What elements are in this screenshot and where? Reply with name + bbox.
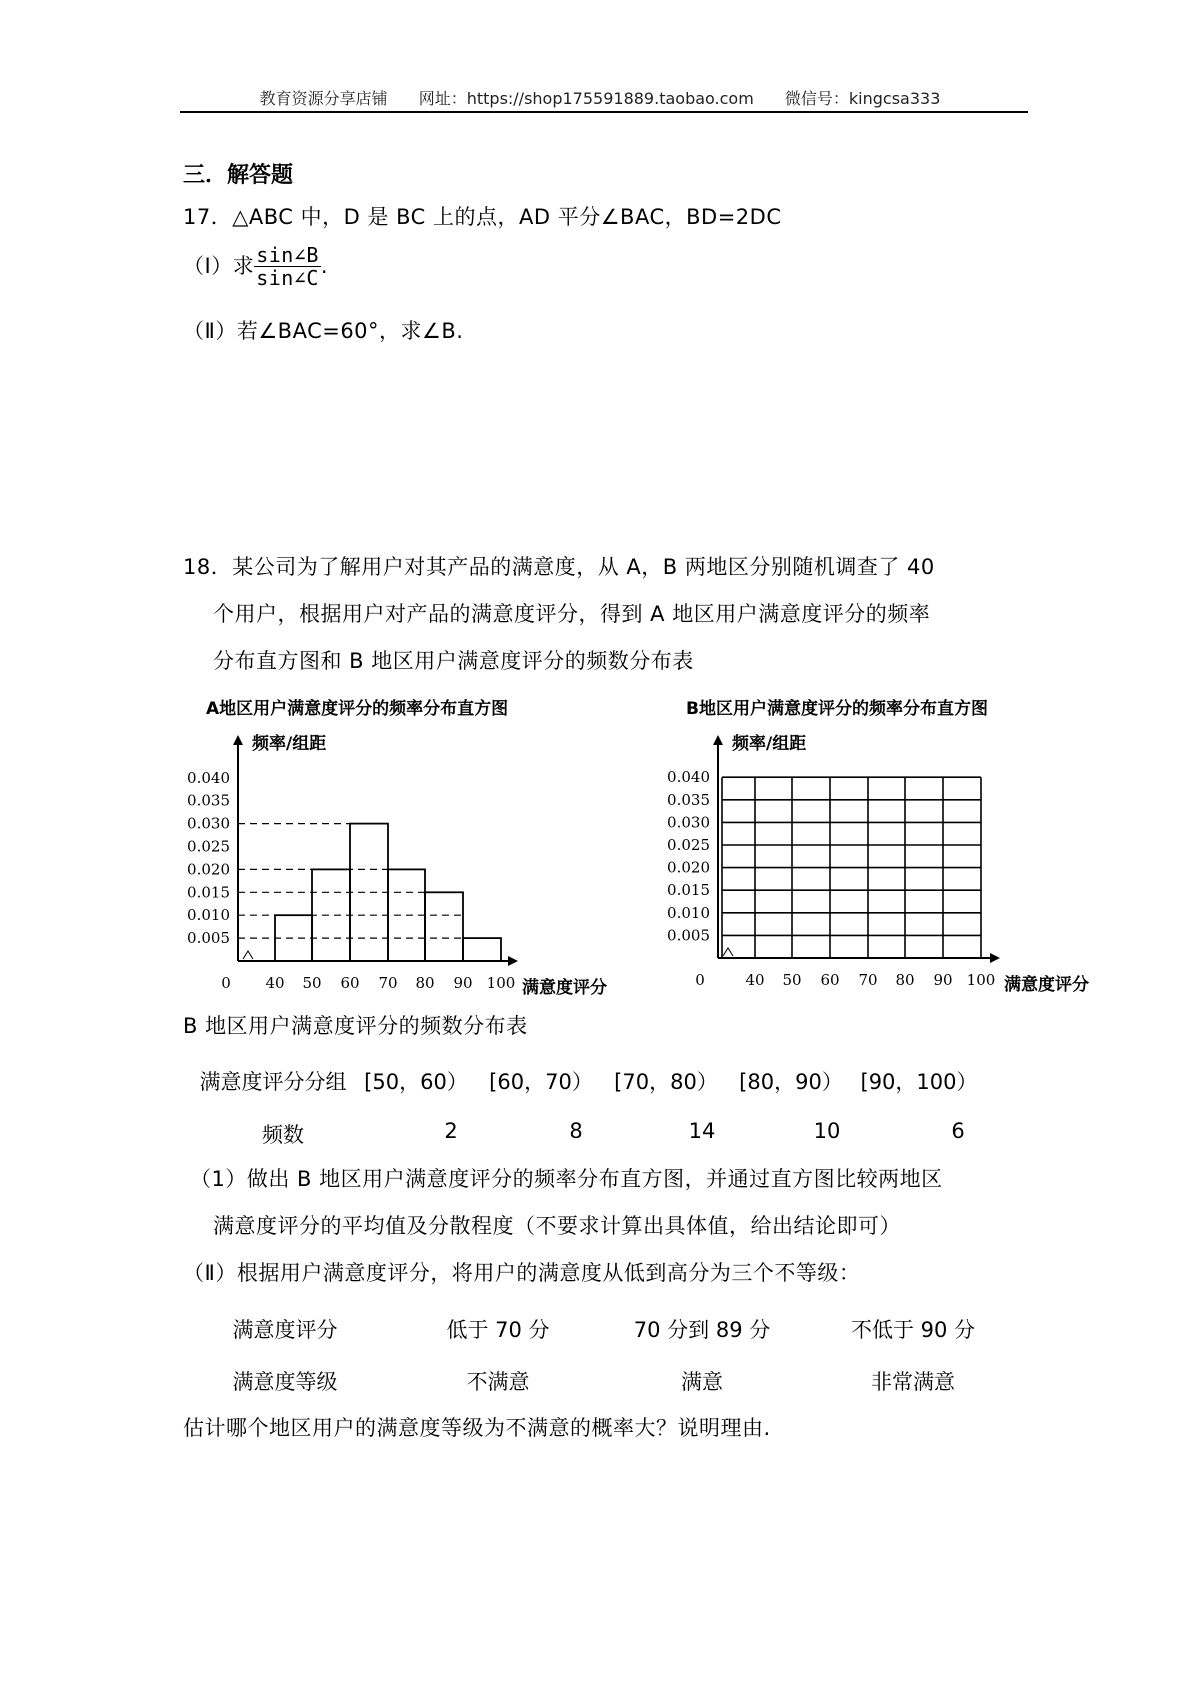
q17-part1	[183, 245, 328, 288]
table-cell: 10	[813, 1119, 841, 1143]
x-axis-label: 满意度评分	[522, 978, 607, 995]
x-axis-arrow-icon	[990, 953, 1000, 963]
fraction-denominator: sin∠C	[256, 266, 319, 290]
q17-part2: （Ⅱ）若∠BAC=60°，求∠B.	[183, 319, 464, 343]
y-tick-label: 0.025	[667, 836, 710, 854]
axis-break-icon	[243, 951, 253, 959]
q18-final-question: 估计哪个地区用户的满意度等级为不满意的概率大？说明理由.	[183, 1416, 771, 1440]
q18-line3: 分布直方图和 B 地区用户满意度评分的频数分布表	[213, 649, 694, 673]
table-frequency-row	[0, 1119, 1200, 1145]
q17-stem: 17．△ABC 中，D 是 BC 上的点，AD 平分∠BAC，BD=2DC	[183, 205, 782, 229]
table-header-row	[0, 1066, 1200, 1092]
x-tick-label: 50	[302, 974, 322, 992]
fraction-numerator: sin∠B	[256, 243, 319, 267]
table-header-cell: [90，100）	[860, 1070, 978, 1094]
x-tick-label: 40	[265, 974, 285, 992]
section-title: 三．解答题	[183, 163, 294, 188]
y-axis-arrow-icon	[713, 735, 723, 745]
y-axis-label: 频率/组距	[732, 734, 807, 754]
grade-score-cell: 不低于 90 分	[850, 1318, 976, 1342]
table-cell: 14	[688, 1119, 716, 1143]
header-rule	[180, 111, 1028, 113]
table-cell: 6	[951, 1119, 965, 1143]
y-tick-label: 0.020	[187, 860, 230, 879]
header-wechat: 微信号：kingcsa333	[784, 89, 941, 108]
table-cell: 2	[444, 1119, 458, 1143]
histogram-bar	[463, 938, 501, 961]
y-tick-label: 0.010	[187, 906, 230, 925]
grade-score-row	[0, 1314, 1200, 1340]
q18-part1-line1: （1）做出 B 地区用户满意度评分的频率分布直方图，并通过直方图比较两地区	[190, 1167, 943, 1191]
axis-break-icon	[723, 948, 733, 956]
y-tick-label: 0.005	[187, 929, 230, 948]
header-shop: 教育资源分享店铺	[259, 89, 388, 108]
y-tick-label: 0.040	[667, 768, 710, 787]
grade-level-row	[0, 1366, 1200, 1392]
q18-line2: 个用户，根据用户对产品的满意度评分，得到 A 地区用户满意度评分的频率	[213, 602, 931, 626]
x-tick-label: 0	[695, 971, 705, 989]
y-tick-label: 0.005	[667, 926, 710, 945]
y-tick-label: 0.035	[187, 791, 230, 810]
chart-b-title: B地区用户满意度评分的频率分布直方图	[686, 699, 988, 719]
x-tick-label: 50	[782, 971, 802, 989]
x-tick-label: 0	[221, 974, 231, 992]
y-tick-label: 0.035	[667, 790, 710, 809]
grade-score-label: 满意度评分	[232, 1318, 338, 1342]
y-tick-label: 0.020	[667, 858, 710, 877]
x-tick-label: 100	[486, 974, 516, 992]
y-tick-label: 0.030	[667, 813, 710, 832]
x-tick-label: 80	[415, 974, 435, 992]
y-axis-label: 频率/组距	[252, 734, 327, 754]
q17-part1-suffix: .	[320, 254, 329, 278]
table-row-label: 频数	[262, 1123, 304, 1147]
grade-score-cell: 70 分到 89 分	[633, 1318, 771, 1342]
x-tick-label: 70	[378, 974, 398, 992]
y-tick-label: 0.025	[187, 837, 230, 856]
x-tick-label: 90	[933, 971, 953, 989]
y-tick-label: 0.015	[667, 881, 710, 900]
q18-part2-line: （Ⅱ）根据用户满意度评分，将用户的满意度从低到高分为三个不等级：	[183, 1261, 861, 1285]
x-tick-label: 100	[966, 971, 996, 989]
grade-level-cell: 满意	[681, 1370, 723, 1394]
histogram-bar	[425, 892, 463, 961]
x-axis-label: 满意度评分	[1004, 975, 1089, 995]
chart-a-title: A地区用户满意度评分的频率分布直方图	[206, 699, 509, 719]
grade-level-label: 满意度等级	[232, 1370, 338, 1394]
chart-b-grid	[660, 725, 1120, 995]
table-header-cell: [50，60）	[364, 1070, 468, 1094]
grade-level-cell: 非常满意	[871, 1370, 955, 1394]
x-tick-label: 60	[820, 971, 840, 989]
y-tick-label: 0.010	[667, 903, 710, 922]
table-cell: 8	[569, 1119, 583, 1143]
x-tick-label: 80	[895, 971, 915, 989]
y-tick-label: 0.040	[187, 768, 230, 787]
grade-level-cell: 不满意	[466, 1370, 530, 1394]
header-url: 网址：https://shop175591889.taobao.com	[418, 89, 754, 108]
q18-part1-line2: 满意度评分的平均值及分散程度（不要求计算出具体值，给出结论即可）	[213, 1214, 901, 1238]
x-tick-label: 60	[340, 974, 360, 992]
y-axis-arrow-icon	[233, 735, 243, 745]
y-tick-label: 0.015	[187, 883, 230, 902]
table-header-cell: [70，80）	[614, 1070, 718, 1094]
table-header-cell: [80，90）	[739, 1070, 843, 1094]
x-tick-label: 90	[453, 974, 473, 992]
q18-line1: 18．某公司为了解用户对其产品的满意度，从 A，B 两地区分别随机调查了 40	[183, 555, 935, 579]
table-header-label: 满意度评分分组	[199, 1070, 347, 1094]
q17-part1-prefix: （Ⅰ）求	[183, 254, 255, 278]
x-axis-arrow-icon	[508, 956, 518, 966]
x-tick-label: 70	[858, 971, 878, 989]
page-header	[0, 86, 1200, 109]
histogram-bar	[312, 869, 350, 961]
table-title: B 地区用户满意度评分的频数分布表	[183, 1014, 528, 1038]
x-tick-label: 40	[745, 971, 765, 989]
grade-score-cell: 低于 70 分	[446, 1318, 550, 1342]
chart-a-histogram	[180, 725, 640, 995]
y-tick-label: 0.030	[187, 814, 230, 833]
fraction	[254, 245, 321, 288]
table-header-cell: [60，70）	[489, 1070, 593, 1094]
